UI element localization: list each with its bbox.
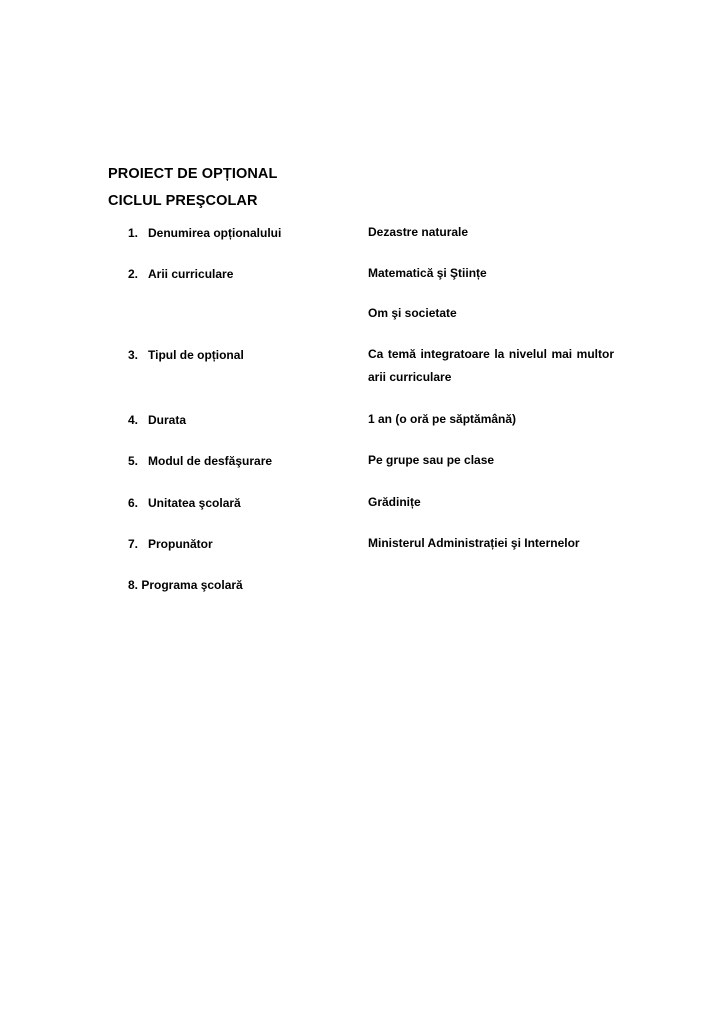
row-value-modul: Pe grupe sau pe clase — [368, 453, 495, 467]
document-title: PROIECT DE OPȚIONAL — [108, 166, 278, 182]
row-label-text: Denumirea opționalului — [148, 226, 282, 240]
row-label-durata — [128, 413, 186, 427]
row-number: 5. — [128, 454, 139, 468]
row-label-text: Propunător — [148, 537, 213, 551]
row-value-arii: Matematică şi Ştiințe — [368, 266, 487, 280]
row-number: 6. — [128, 496, 139, 510]
section-programa-scolara: 8. Programa şcolară — [128, 578, 243, 592]
row-label-text: Arii curriculare — [148, 267, 234, 281]
row-label-text: Tipul de opțional — [148, 348, 244, 362]
row-number: 7. — [128, 537, 139, 551]
row-value-durata: 1 an (o oră pe săptămână) — [368, 412, 517, 426]
row-number: 4. — [128, 413, 139, 427]
row-number: 3. — [128, 348, 139, 362]
row-label-tipul — [128, 348, 244, 362]
row-value-denumire: Dezastre naturale — [368, 225, 469, 239]
row-number: 2. — [128, 267, 139, 281]
row-label-arii — [128, 267, 233, 281]
row-value-unitatea: Grădinițe — [368, 495, 421, 509]
row-number: 1. — [128, 226, 139, 240]
row-label-unitatea — [128, 496, 241, 510]
row-value-propunator: Ministerul Administrației şi Internelor — [368, 536, 580, 550]
row-label-modul — [128, 454, 272, 468]
row-label-text: Durata — [148, 413, 187, 427]
row-label-propunator — [128, 537, 213, 551]
row-label-denumire — [128, 226, 281, 240]
row-label-text: Unitatea şcolară — [148, 496, 241, 510]
row-label-text: Modul de desfăşurare — [148, 454, 273, 468]
row-value-tipul: Ca temă integratoare la nivelul mai multor arii curriculare — [368, 347, 614, 384]
row-value-arii-2: Om şi societate — [368, 306, 457, 320]
document-subtitle: CICLUL PREŞCOLAR — [108, 193, 258, 209]
